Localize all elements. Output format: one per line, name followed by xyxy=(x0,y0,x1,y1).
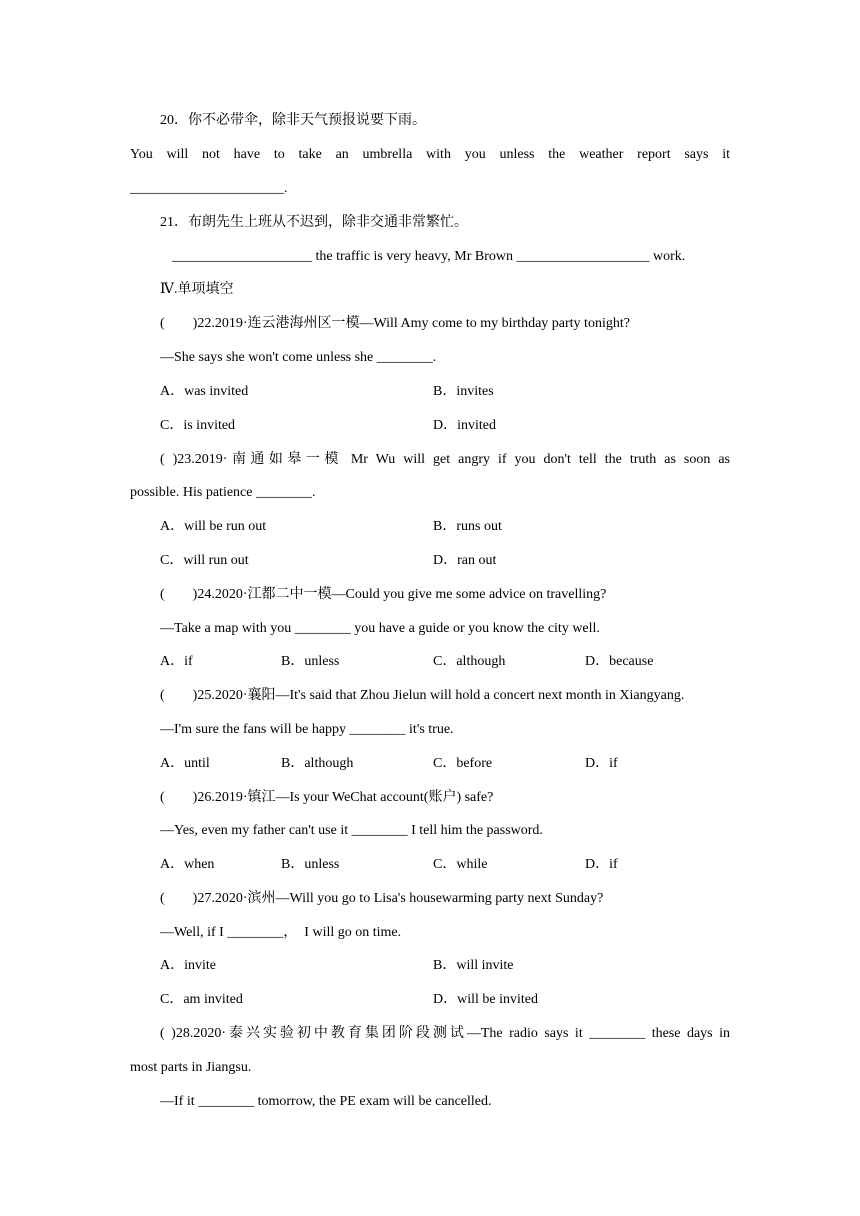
q22-reply: —She says she won't come unless she ________. xyxy=(160,350,437,365)
q21-prompt: 21．布朗先生上班从不迟到，除非交通非常繁忙。 xyxy=(160,215,468,230)
q26-stem: ( )26.2019·镇江—Is your WeChat account(账户) safe? xyxy=(160,790,494,805)
q26-option-a: A．when xyxy=(160,857,215,872)
q23-option-c: C．will run out xyxy=(160,553,249,568)
q20-sentence-line1: You will not have to take an umbrella with you unless the weather report says it xyxy=(130,147,730,162)
q25-option-d: D．if xyxy=(585,756,618,771)
q28-stem: ( )28.2020·泰兴实验初中教育集团阶段测试—The radio says it ________ these days in xyxy=(160,1026,730,1041)
section-heading: Ⅳ.单项填空 xyxy=(160,282,234,297)
q26-option-d: D．if xyxy=(585,857,618,872)
q22-stem: ( )22.2019·连云港海州区一模—Will Amy come to my birthday party tonight? xyxy=(160,316,630,331)
q22-option-a: A．was invited xyxy=(160,384,249,399)
q24-reply: —Take a map with you ________ you have a guide or you know the city well. xyxy=(160,621,600,636)
q28-stem-cont: most parts in Jiangsu. xyxy=(130,1060,252,1075)
q23-option-d: D．ran out xyxy=(433,553,497,568)
q25-reply: —I'm sure the fans will be happy ________ it's true. xyxy=(160,722,454,737)
q28-reply: —If it ________ tomorrow, the PE exam will be cancelled. xyxy=(160,1094,492,1109)
q24-option-d: D．because xyxy=(585,654,654,669)
q26-reply: —Yes, even my father can't use it ________ I tell him the password. xyxy=(160,823,543,838)
q27-option-d: D．will be invited xyxy=(433,992,538,1007)
q27-option-b: B．will invite xyxy=(433,958,514,973)
q24-option-b: B．unless xyxy=(281,654,340,669)
q24-stem: ( )24.2020·江都二中一模—Could you give me some advice on travelling? xyxy=(160,587,607,602)
q27-reply: —Well, if I ________， I will go on time. xyxy=(160,925,402,940)
q22-option-d: D．invited xyxy=(433,418,496,433)
q23-option-b: B．runs out xyxy=(433,519,502,534)
q20-answer-blank: ______________________. xyxy=(130,181,288,196)
q26-option-b: B．unless xyxy=(281,857,340,872)
q25-option-b: B．although xyxy=(281,756,354,771)
q27-option-a: A．invite xyxy=(160,958,216,973)
q25-option-c: C．before xyxy=(433,756,493,771)
q25-option-a: A．until xyxy=(160,756,210,771)
q23-stem-cont: possible. His patience ________. xyxy=(130,485,316,500)
q23-stem: ( )23.2019·南通如皋一模 Mr Wu will get angry if you don't tell the truth as soon as xyxy=(160,452,730,467)
q23-option-a: A．will be run out xyxy=(160,519,267,534)
q27-option-c: C．am invited xyxy=(160,992,243,1007)
q24-option-c: C．although xyxy=(433,654,506,669)
q21-sentence: ____________________ the traffic is very heavy, Mr Brown ___________________ work. xyxy=(172,249,686,264)
q22-option-c: C．is invited xyxy=(160,418,236,433)
q24-option-a: A．if xyxy=(160,654,193,669)
q26-option-c: C．while xyxy=(433,857,488,872)
q22-option-b: B．invites xyxy=(433,384,494,399)
q25-stem: ( )25.2020·襄阳—It's said that Zhou Jielun will hold a concert next month in Xiangyang. xyxy=(160,688,685,703)
q27-stem: ( )27.2020·滨州—Will you go to Lisa's housewarming party next Sunday? xyxy=(160,891,604,906)
q20-prompt: 20．你不必带伞，除非天气预报说要下雨。 xyxy=(160,113,426,128)
